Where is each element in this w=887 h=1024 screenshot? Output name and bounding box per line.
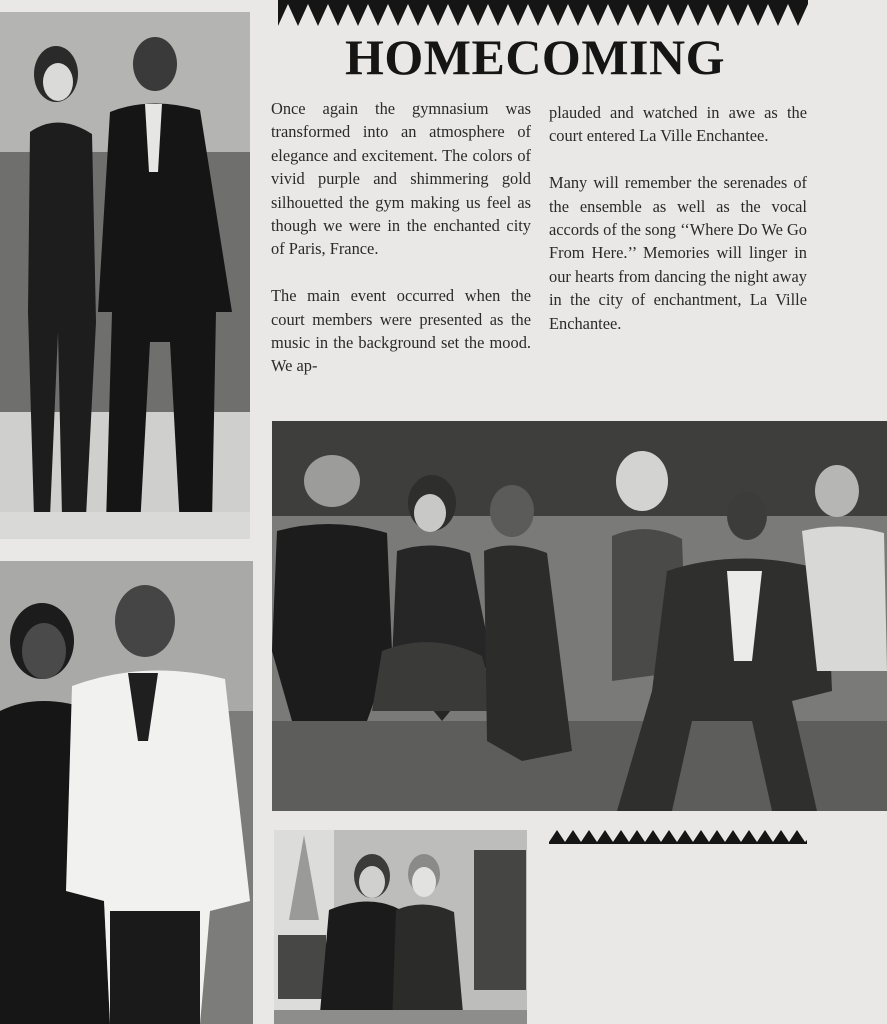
photo-couple-posing [274, 830, 527, 1024]
paragraph: The main event occurred when the court members were presented as the music in the background set the mood. We ap- [271, 286, 531, 376]
photo-couple-white-tuxedo [0, 561, 253, 1024]
right-zigzag-divider [549, 828, 807, 844]
paragraph: Once again the gymnasium was transformed into an atmosphere of elegance and excitement. The colors of vivid purple and shimmering gold silhouetted the gym making us feel as though we were in the enchanted city of Paris, France. [271, 99, 531, 259]
photo-court-seated [272, 421, 887, 811]
article-column-right [549, 101, 807, 335]
article-column-left [271, 97, 531, 378]
top-zigzag-border [278, 0, 808, 28]
page-title: HOMECOMING [345, 29, 725, 85]
paragraph: Many will remember the serenades of the ensemble as well as the vocal accords of the song ‘‘Where Do We Go From Here.’’ Memories will linger in our hearts from dancing the night away in the city of enchantment, La Ville Enchantee. [549, 173, 807, 333]
photo-couple-walking [0, 12, 250, 539]
paragraph: plauded and watched in awe as the court entered La Ville Enchantee. [549, 103, 807, 146]
